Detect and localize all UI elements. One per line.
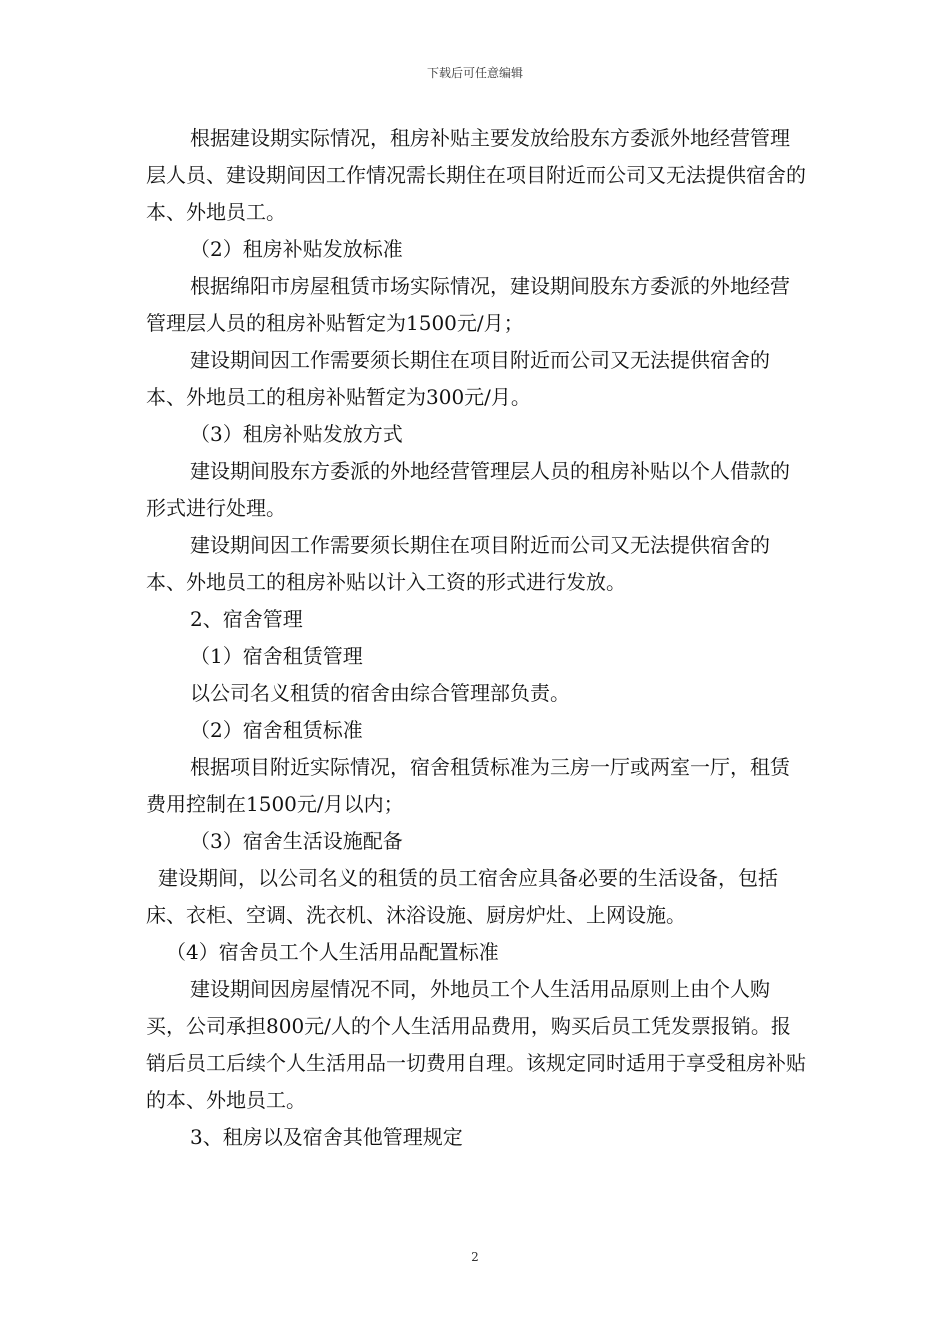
paragraph: 根据绵阳市房屋租赁市场实际情况，建设期间股东方委派的外地经营管理层人员的租房补贴暂定为1500元/月； <box>146 274 790 335</box>
paragraph: 以公司名义租赁的宿舍由综合管理部负责。 <box>190 681 570 705</box>
paragraph: 建设期间，以公司名义的租赁的员工宿舍应具备必要的生活设备，包括床、衣柜、空调、洗衣机、沐浴设施、厨房炉灶、上网设施。 <box>146 866 778 927</box>
paragraph: 建设期间因工作需要须长期住在项目附近而公司又无法提供宿舍的本、外地员工的租房补贴以计入工资的形式进行发放。 <box>146 533 770 594</box>
header-note: 下载后可任意编辑 <box>426 66 523 80</box>
section-heading: （1）宿舍租赁管理 <box>190 644 363 668</box>
section-heading: （2）租房补贴发放标准 <box>190 237 403 261</box>
paragraph: 建设期间股东方委派的外地经营管理层人员的租房补贴以个人借款的形式进行处理。 <box>146 459 790 520</box>
page-number: 2 <box>471 1250 479 1264</box>
section-heading: （4）宿舍员工个人生活用品配置标准 <box>166 940 499 964</box>
section-heading: （3）宿舍生活设施配备 <box>190 829 403 853</box>
section-heading: （2）宿舍租赁标准 <box>190 718 363 742</box>
document-body <box>146 120 806 1156</box>
paragraph: 建设期间因工作需要须长期住在项目附近而公司又无法提供宿舍的本、外地员工的租房补贴暂定为300元/月。 <box>146 348 770 409</box>
paragraph: 根据项目附近实际情况，宿舍租赁标准为三房一厅或两室一厅，租赁费用控制在1500元/月以内； <box>146 755 790 816</box>
section-heading: 2、宿舍管理 <box>190 607 303 631</box>
section-heading: （3）租房补贴发放方式 <box>190 422 403 446</box>
section-heading: 3、租房以及宿舍其他管理规定 <box>190 1125 463 1149</box>
paragraph: 根据建设期实际情况，租房补贴主要发放给股东方委派外地经营管理层人员、建设期间因工作情况需长期住在项目附近而公司又无法提供宿舍的本、外地员工。 <box>146 126 806 224</box>
paragraph: 建设期间因房屋情况不同，外地员工个人生活用品原则上由个人购买，公司承担800元/人的个人生活用品费用，购买后员工凭发票报销。报销后员工后续个人生活用品一切费用自理。该规定同时适用于享受租房补贴的本、外地员工。 <box>146 977 806 1112</box>
